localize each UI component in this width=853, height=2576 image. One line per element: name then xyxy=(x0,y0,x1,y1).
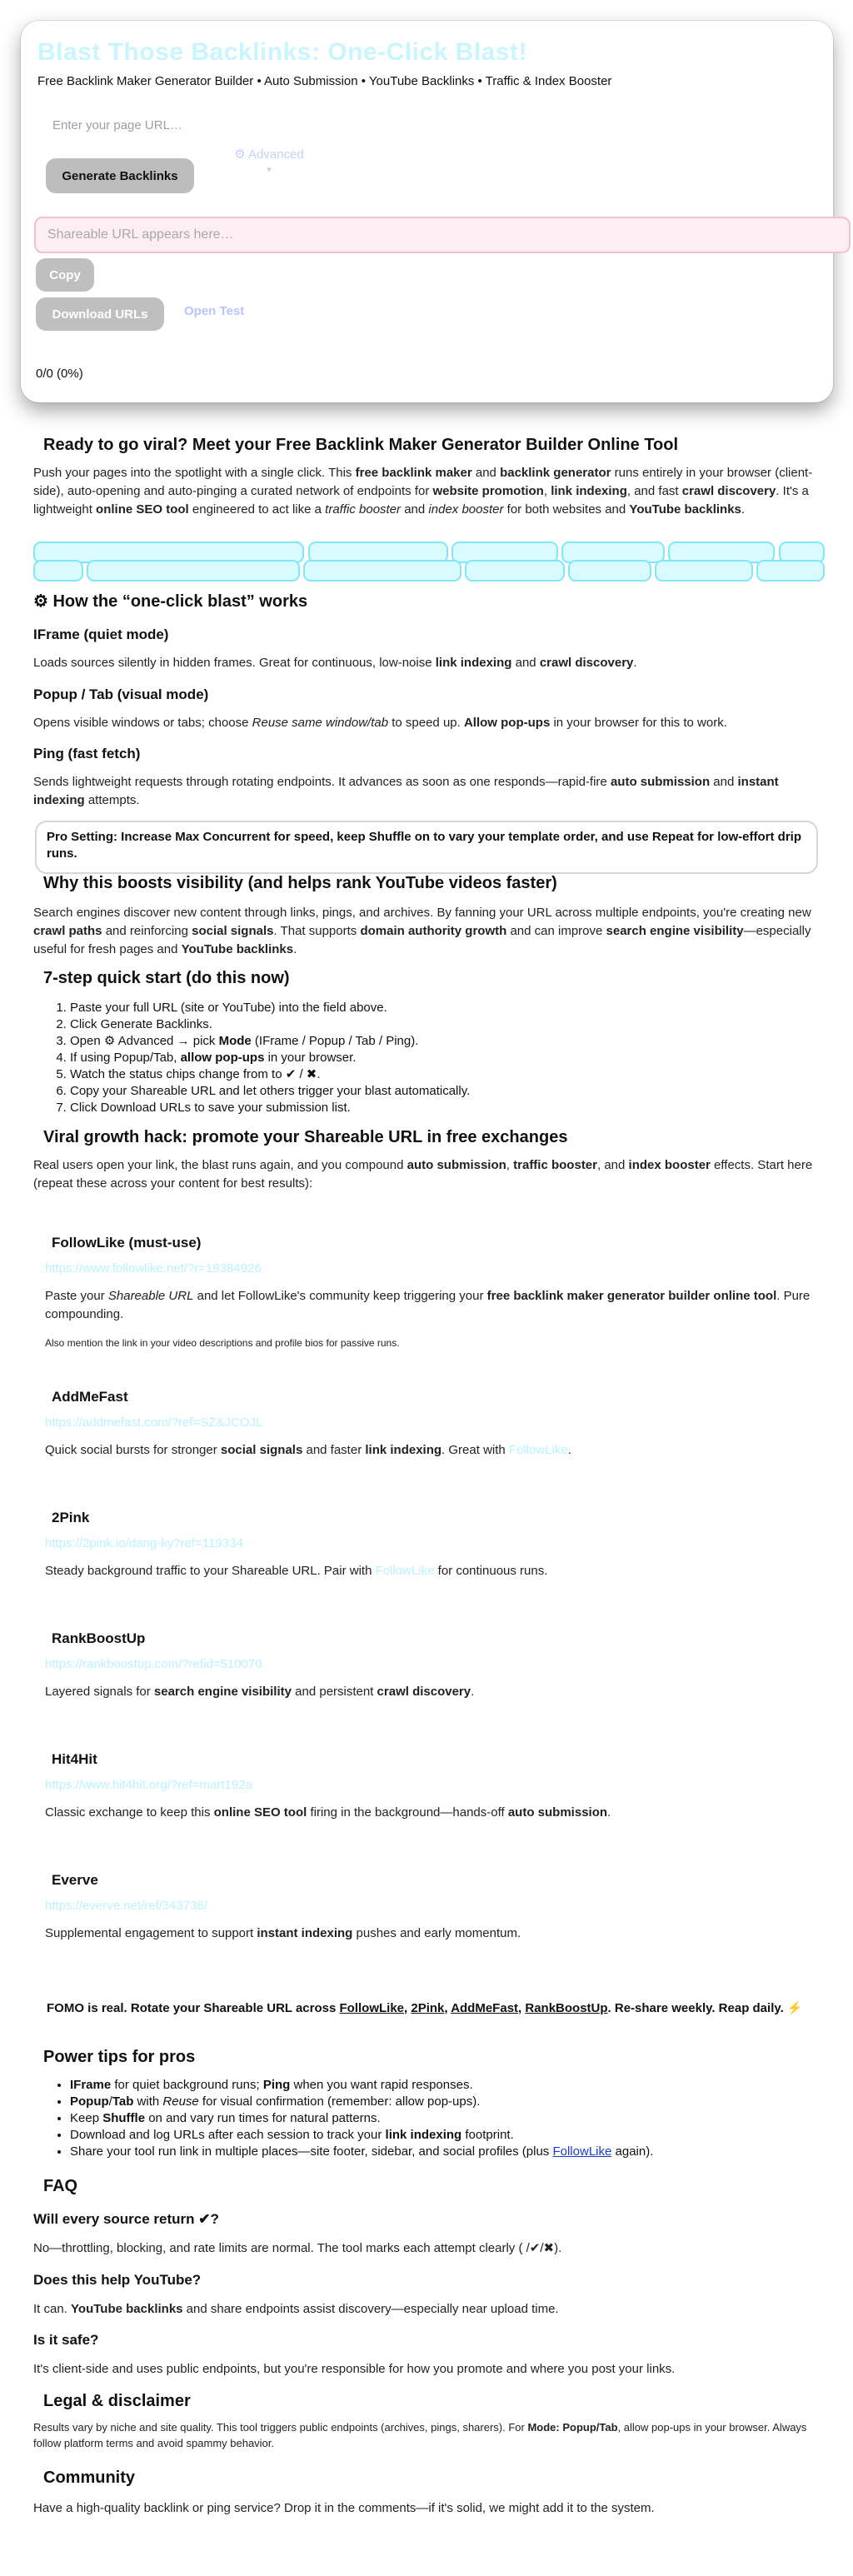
site-name-followlike: FollowLike (must-use) xyxy=(52,1235,202,1251)
step-item: 6. Copy your Shareable URL and let others trigger your blast automatically. xyxy=(70,1083,801,1100)
legal-heading: Legal & disclaimer xyxy=(43,2392,191,2410)
status-chip xyxy=(655,560,753,582)
tip-item: • Share your tool run link in multiple places—site footer, sidebar, and social profiles (plus FollowLike again). xyxy=(70,2144,818,2160)
status-chips xyxy=(33,542,825,592)
site-name-addmefast: AddMeFast xyxy=(52,1389,128,1405)
step-item: 5. Watch the status chips change from to ✔ / ✖. xyxy=(70,1066,801,1083)
viral-paragraph: Real users open your link, the blast runs again, and you compound auto submission, traffic booster, and index booster effects. Start here (repeat these across your content for best results): xyxy=(33,1158,813,1191)
how-heading: ⚙ How the “one-click blast” works xyxy=(33,592,308,611)
shareable-url-field[interactable] xyxy=(34,217,851,253)
status-chip xyxy=(465,560,565,582)
copy-button[interactable]: Copy xyxy=(36,258,94,292)
site-link-everve[interactable]: https://everve.net/ref/343736/ xyxy=(45,1899,208,1913)
tip-item: • Keep Shuffle on and vary run times for natural patterns. xyxy=(70,2110,818,2127)
hero-title: Blast Those Backlinks: One-Click Blast! xyxy=(37,38,528,66)
site-name-everve: Everve xyxy=(52,1872,98,1888)
intro-heading: Ready to go viral? Meet your Free Backlink Maker Generator Builder Online Tool xyxy=(43,436,679,454)
tips-list xyxy=(52,2077,818,2160)
faq-answer: It can. YouTube backlinks and share endpoints assist discovery—especially near upload time. xyxy=(33,2302,559,2316)
site-desc-2pink: Steady background traffic to your Shareable URL. Pair with FollowLike for continuous runs. xyxy=(45,1564,548,1578)
fomo-callout: FOMO is real. Rotate your Shareable URL across FollowLike, 2Pink, AddMeFast, RankBoostUp. Re-share weekly. Reap daily. ⚡ xyxy=(47,2001,803,2015)
tip-item: • Popup/Tab with Reuse for visual confirmation (remember: allow pop-ups). xyxy=(70,2094,818,2110)
faq-question: Will every source return ✔? xyxy=(33,2211,219,2227)
advanced-toggle[interactable] xyxy=(219,147,319,177)
site-desc-everve: Supplemental engagement to support instant indexing pushes and early momentum. xyxy=(45,1926,521,1940)
faq-answer: It's client-side and uses public endpoints, but you're responsible for how you promote and where you post your links. xyxy=(33,2362,676,2376)
step-item: 4. If using Popup/Tab, allow pop-ups in your browser. xyxy=(70,1050,801,1066)
followlike-link[interactable]: FollowLike xyxy=(508,1443,568,1457)
fomo-link-followlike[interactable]: FollowLike xyxy=(339,2001,405,2015)
step-item: 7. Click Download URLs to save your submission list. xyxy=(70,1100,801,1116)
why-paragraph: Search engines discover new content through links, pings, and archives. By fanning your URL across multiple endpoints, you're creating new crawl paths and reinforcing social signals. That supports domain authority growth and can improve search engine visibility—especially useful for fresh pages and YouTube backlinks. xyxy=(33,906,811,956)
status-chip xyxy=(303,560,461,582)
fomo-link-2pink[interactable]: 2Pink xyxy=(411,2001,445,2015)
step-item: 2. Click Generate Backlinks. xyxy=(70,1016,801,1033)
site-desc-hit4hit: Classic exchange to keep this online SEO tool firing in the background—hands-off auto submission. xyxy=(45,1805,611,1820)
status-chip xyxy=(87,560,300,582)
intro-paragraph: Push your pages into the spotlight with a single click. This free backlink maker and backlink generator runs entirely in your browser (client-side), auto-opening and auto-pinging a curated network of endpoints for website promotion, link indexing, and fast crawl discovery. It's a lightweight online SEO tool engineered to act like a traffic booster and index booster for both websites and YouTube backlinks. xyxy=(33,466,813,517)
open-test-button[interactable]: Open Test xyxy=(184,304,245,318)
site-desc-rankboostup: Layered signals for search engine visibility and persistent crawl discovery. xyxy=(45,1685,475,1699)
step-item: 1. Paste your full URL (site or YouTube) into the field above. xyxy=(70,1000,801,1016)
community-text: Have a high-quality backlink or ping service? Drop it in the comments—if it's solid, we might add it to the system. xyxy=(33,2501,655,2515)
site-link-2pink[interactable]: https://2pink.io/dang-ky?ref=119334 xyxy=(45,1536,243,1550)
chevron-down-icon: ▾ xyxy=(267,165,272,175)
site-desc-followlike: Paste your Shareable URL and let FollowLike's community keep triggering your free backlink maker generator builder online tool. Pure compounding. xyxy=(45,1289,811,1321)
step-item: 3. Open ⚙ Advanced → pick Mode (IFrame / Popup / Tab / Ping). xyxy=(70,1033,801,1050)
fomo-link-addmefast[interactable]: AddMeFast xyxy=(451,2001,519,2015)
download-urls-button[interactable]: Download URLs xyxy=(36,297,164,331)
site-name-2pink: 2Pink xyxy=(52,1510,90,1525)
legal-paragraph: Results vary by niche and site quality. This tool triggers public endpoints (archives, pings, sharers). For Mode: Popup/Tab, allow pop-ups in your browser. Always follow platform terms and avoid spammy behavior. xyxy=(33,2421,807,2449)
site-link-hit4hit[interactable]: https://www.hit4hit.org/?ref=mart192a xyxy=(45,1778,252,1792)
faq-question: Does this help YouTube? xyxy=(33,2272,202,2288)
site-link-followlike[interactable]: https://www.followlike.net/?r=19384926 xyxy=(45,1261,262,1276)
faq-question: Is it safe? xyxy=(33,2332,99,2348)
quickstart-steps xyxy=(52,1000,801,1116)
status-chip xyxy=(756,560,825,582)
status-chip xyxy=(33,560,83,582)
faq-answer: No—throttling, blocking, and rate limits are normal. The tool marks each attempt clearly ( /✔/✖). xyxy=(33,2241,562,2255)
site-link-rankboostup[interactable]: https://rankboostup.com/?refid=510070 xyxy=(45,1657,262,1671)
site-desc-addmefast: Quick social bursts for stronger social signals and faster link indexing. Great with FollowLike. xyxy=(45,1443,571,1457)
site-note-followlike: Also mention the link in your video descriptions and profile bios for passive runs. xyxy=(45,1337,400,1349)
pro-setting-callout: Pro Setting: Increase Max Concurrent for speed, keep Shuffle on to vary your template order, and use Repeat for low-effort drip runs. xyxy=(35,821,818,874)
status-chip xyxy=(568,560,651,582)
popup-mode-text: Opens visible windows or tabs; choose Reuse same window/tab to speed up. Allow pop-ups in your browser for this to work. xyxy=(33,716,727,730)
faq-heading: FAQ xyxy=(43,2177,78,2195)
progress-counter: 0/0 (0%) xyxy=(36,367,83,381)
site-name-hit4hit: Hit4Hit xyxy=(52,1751,97,1767)
quickstart-heading: 7-step quick start (do this now) xyxy=(43,969,290,987)
popup-mode-title: Popup / Tab (visual mode) xyxy=(33,686,209,702)
ping-mode-title: Ping (fast fetch) xyxy=(33,746,141,761)
hero-card xyxy=(21,21,833,402)
iframe-mode-title: IFrame (quiet mode) xyxy=(33,627,169,642)
iframe-mode-text: Loads sources silently in hidden frames. Great for continuous, low-noise link indexing and crawl discovery. xyxy=(33,656,637,670)
tip-item: • IFrame for quiet background runs; Ping when you want rapid responses. xyxy=(70,2077,818,2094)
tip-item: • Download and log URLs after each session to track your link indexing footprint. xyxy=(70,2127,818,2144)
community-heading: Community xyxy=(43,2469,135,2487)
tips-heading: Power tips for pros xyxy=(43,2048,196,2066)
generate-backlinks-button[interactable]: Generate Backlinks xyxy=(46,158,194,193)
followlike-link[interactable]: FollowLike xyxy=(375,1564,435,1578)
fomo-link-rankboostup[interactable]: RankBoostUp xyxy=(525,2001,608,2015)
advanced-label: ⚙ Advanced xyxy=(234,147,304,162)
site-link-addmefast[interactable]: https://addmefast.com/?ref=SZ&JCOJL xyxy=(45,1415,263,1430)
followlike-link[interactable]: FollowLike xyxy=(552,2144,612,2159)
hero-subtitle: Free Backlink Maker Generator Builder • Auto Submission • YouTube Backlinks • Traffic & Index Booster xyxy=(37,74,612,88)
url-input[interactable] xyxy=(52,111,352,139)
ping-mode-text: Sends lightweight requests through rotating endpoints. It advances as soon as one responds—rapid-fire auto submission and instant indexing attempts. xyxy=(33,775,779,807)
why-heading: Why this boosts visibility (and helps rank YouTube videos faster) xyxy=(43,874,557,892)
viral-heading: Viral growth hack: promote your Shareable URL in free exchanges xyxy=(43,1128,568,1146)
site-name-rankboostup: RankBoostUp xyxy=(52,1630,146,1646)
